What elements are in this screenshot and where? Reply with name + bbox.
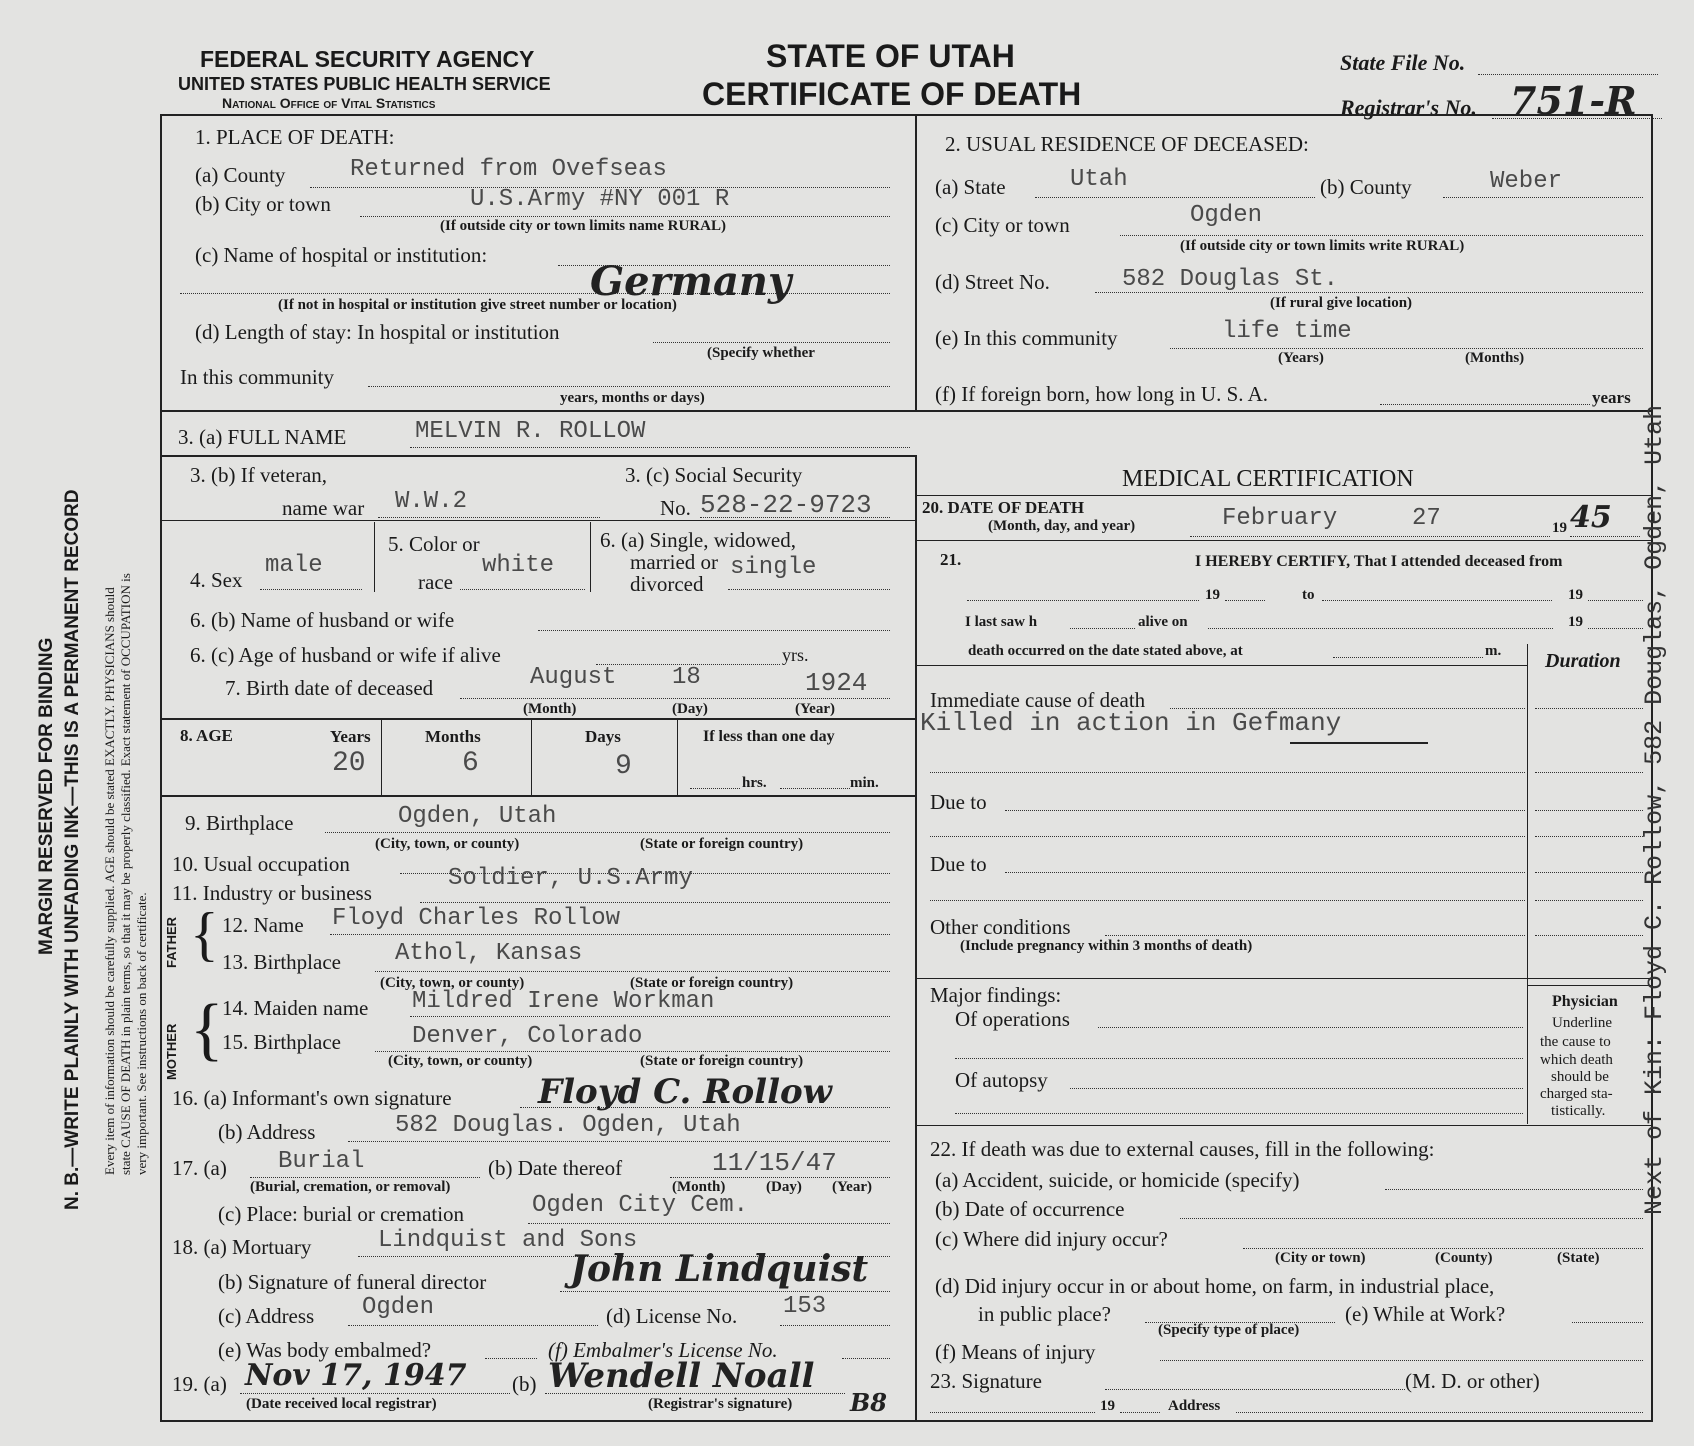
residence-years-caption: (Years)	[1278, 350, 1324, 366]
physician-title: Physician	[1552, 993, 1618, 1010]
embalmed-line	[485, 1358, 537, 1359]
external-c-label: (c) Where did injury occur?	[935, 1227, 1168, 1251]
birthplace-value: Ogden, Utah	[398, 803, 557, 830]
operations-line	[1098, 1027, 1523, 1028]
external-b-label: (b) Date of occurrence	[935, 1197, 1125, 1221]
signature-label: 23. Signature	[930, 1369, 1042, 1393]
external-d-caption: (Specify type of place)	[1158, 1322, 1300, 1338]
residence-state-line	[1035, 197, 1315, 198]
war-value: W.W.2	[395, 488, 468, 515]
external-a-label: (a) Accident, suicide, or homicide (specify)	[935, 1168, 1300, 1192]
occupation-value: Soldier, U.S.Army	[448, 865, 693, 892]
age-div-2	[531, 720, 532, 795]
spouse-age-yrs: yrs.	[782, 645, 809, 665]
residence-city-line	[1120, 235, 1643, 236]
external-heading: 22. If death was due to external causes, fill in the following:	[930, 1137, 1435, 1161]
due-to-2-duration	[1535, 872, 1643, 873]
registrar-number: 751-R	[1510, 78, 1637, 123]
item-21: 21.	[940, 550, 962, 569]
mortuary-value: Lindquist and Sons	[378, 1227, 638, 1254]
agency-name: FEDERAL SECURITY AGENCY	[200, 46, 535, 72]
certify-from-year-line	[1225, 600, 1265, 601]
residence-city-value: Ogden	[1190, 202, 1263, 229]
name-row-top	[160, 410, 1653, 412]
center-divider-bottom	[915, 456, 917, 1422]
age-hrs-line	[690, 788, 740, 789]
stay-line	[653, 342, 890, 343]
father-birthplace-line	[375, 971, 890, 972]
age-years: 20	[332, 748, 366, 779]
embalmer-license-line	[842, 1358, 890, 1359]
autopsy-line-2	[955, 1113, 1523, 1114]
cause-line-6	[930, 900, 1525, 901]
margin-nb-text: N. B.—WRITE PLAINLY WITH UNFADING INK—THIS IS A PERMANENT RECORD	[62, 489, 83, 1210]
death-year-prefix: 19	[1552, 520, 1567, 536]
informant-label: 16. (a) Informant's own signature	[172, 1086, 452, 1110]
occupation-label: 10. Usual occupation	[172, 852, 350, 876]
margin-instruction-2: state CAUSE OF DEATH in plain terms, so that it may be properly classified. Exact statement of OCCUPATION is	[118, 573, 133, 1175]
full-name-label: 3. (a) FULL NAME	[178, 425, 347, 449]
received-caption: (Date received local registrar)	[246, 1396, 437, 1412]
spouse-name-line	[538, 630, 890, 631]
autopsy-line	[1070, 1088, 1523, 1089]
death-city-note: (If outside city or town limits name RURAL)	[440, 218, 726, 234]
last-saw-line	[1070, 628, 1135, 629]
physician-note-3: which death	[1540, 1052, 1613, 1068]
age-months-label: Months	[425, 727, 481, 746]
marital-label-1: 6. (a) Single, widowed,	[600, 528, 796, 552]
death-year-line	[1570, 536, 1640, 537]
race-marital-divider	[590, 522, 591, 592]
certify-to-19: 19	[1568, 587, 1583, 603]
father-state-caption: (State or foreign country)	[630, 975, 794, 991]
death-occurred-line	[1333, 657, 1483, 658]
license-line	[780, 1325, 890, 1326]
external-top-rule	[917, 1125, 1653, 1126]
burial-place-label: (c) Place: burial or cremation	[218, 1202, 465, 1226]
age-min: min.	[850, 775, 879, 791]
burial-date-value: 11/15/47	[712, 1148, 837, 1178]
hospital-value: Germany	[590, 258, 792, 305]
state-file-line	[1478, 74, 1658, 75]
embalmed-label: (e) Was body embalmed?	[218, 1338, 432, 1362]
death-date-rule	[917, 540, 1653, 541]
mother-city-caption: (City, town, or county)	[388, 1053, 533, 1069]
birth-year: 1924	[805, 668, 868, 698]
mother-name-label: 14. Maiden name	[222, 996, 369, 1020]
duration-label: Duration	[1545, 650, 1621, 672]
spouse-name-label: 6. (b) Name of husband or wife	[190, 608, 455, 632]
immediate-cause-label: Immediate cause of death	[930, 688, 1146, 712]
burial-a-caption: (Burial, cremation, or removal)	[250, 1179, 451, 1195]
marital-line	[728, 589, 890, 590]
age-months: 6	[462, 748, 479, 779]
registrar-initials: B8	[850, 1388, 887, 1417]
informant-signature: Floyd C. Rollow	[538, 1072, 832, 1112]
cause-line-4	[930, 836, 1525, 837]
received-label: 19. (a)	[172, 1372, 227, 1396]
death-month: February	[1222, 505, 1338, 532]
cause-top-rule	[917, 665, 1527, 666]
physician-note-4: should be	[1551, 1069, 1609, 1085]
burial-day-caption: (Day)	[766, 1179, 802, 1195]
burial-a-line	[250, 1177, 480, 1178]
residence-county-label: (b) County	[1320, 175, 1412, 199]
birth-day-caption: (Day)	[672, 701, 708, 717]
license-label: (d) License No.	[606, 1304, 738, 1328]
father-city-caption: (City, town, or county)	[380, 975, 525, 991]
state-title: STATE OF UTAH	[766, 38, 1015, 74]
informant-address-label: (b) Address	[218, 1120, 316, 1144]
office-name: National Office of Vital Statistics	[222, 95, 436, 111]
death-day: 27	[1412, 505, 1441, 532]
burial-year-caption: (Year)	[832, 1179, 872, 1195]
cause-line-2	[930, 772, 1525, 773]
residence-heading: 2. USUAL RESIDENCE OF DECEASED:	[945, 132, 1309, 156]
signature-suffix: (M. D. or other)	[1405, 1369, 1540, 1393]
external-d-label: (d) Did injury occur in or about home, on farm, in industrial place,	[935, 1274, 1495, 1298]
margin-instruction-3: very important. See instructions on back of certificate.	[134, 892, 149, 1175]
license-value: 153	[783, 1293, 827, 1320]
external-c-city: (City or town)	[1275, 1250, 1366, 1266]
father-name-line	[330, 934, 890, 935]
death-date-sublabel: (Month, day, and year)	[988, 518, 1136, 534]
sex-line	[260, 589, 362, 590]
due-to-2-line	[1005, 872, 1525, 873]
registrar-signature: Wendell Noall	[548, 1356, 815, 1396]
birth-month: August	[530, 664, 617, 691]
other-conditions-label: Other conditions	[930, 915, 1071, 939]
age-days: 9	[615, 751, 632, 782]
due-to-1-label: Due to	[930, 790, 987, 814]
certify-from-line	[967, 600, 1199, 601]
birthplace-line	[325, 832, 890, 833]
service-name: UNITED STATES PUBLIC HEALTH SERVICE	[178, 74, 551, 94]
death-date-line	[1190, 536, 1550, 537]
mother-birthplace-label: 15. Birthplace	[222, 1030, 341, 1054]
burial-month-caption: (Month)	[672, 1179, 726, 1195]
death-year: 45	[1570, 500, 1612, 535]
hospital-note: (If not in hospital or institution give street number or location)	[278, 297, 677, 313]
external-c-county: (County)	[1435, 1250, 1493, 1266]
signature-year-line	[1120, 1412, 1160, 1413]
physician-note-top	[1527, 985, 1653, 986]
veteran-label: 3. (b) If veteran,	[190, 463, 328, 487]
informant-address-value: 582 Douglas. Ogden, Utah	[395, 1112, 741, 1139]
residence-community-label: (e) In this community	[935, 326, 1118, 350]
industry-label: 11. Industry or business	[172, 881, 372, 905]
stay-note: (Specify whether	[707, 345, 815, 361]
alive-on-line	[1208, 628, 1553, 629]
death-city-label: (b) City or town	[195, 192, 331, 216]
death-occurred-label: death occurred on the date stated above, at	[968, 643, 1243, 659]
signature-date-line	[930, 1412, 1095, 1413]
mortuary-address-label: (c) Address	[218, 1304, 315, 1328]
burial-place-value: Ogden City Cem.	[532, 1192, 749, 1219]
sex-label: 4. Sex	[190, 568, 243, 592]
burial-place-line	[528, 1223, 890, 1224]
industry-line	[420, 902, 890, 903]
certify-to-line	[1322, 600, 1552, 601]
other-conditions-duration	[1535, 935, 1643, 936]
death-city-value: U.S.Army #NY 001 R	[470, 186, 730, 213]
father-tag: FATHER	[164, 916, 179, 968]
state-file-label: State File No.	[1340, 50, 1466, 75]
residence-street-note: (If rural give location)	[1270, 295, 1413, 311]
race-value: white	[482, 552, 555, 579]
center-divider-top	[915, 114, 917, 410]
burial-a-label: 17. (a)	[172, 1156, 227, 1180]
age-years-label: Years	[330, 727, 371, 746]
funeral-director-label: (b) Signature of funeral director	[218, 1270, 487, 1294]
alive-on-19: 19	[1568, 614, 1583, 630]
father-brace: {	[190, 901, 219, 967]
external-e-line	[1572, 1322, 1643, 1323]
name-row-bottom	[160, 455, 917, 457]
autopsy-label: Of autopsy	[955, 1068, 1048, 1092]
embalmer-license-label: (f) Embalmer's License No.	[548, 1338, 778, 1362]
external-d-label-2: in public place?	[978, 1302, 1111, 1326]
stay-label: (d) Length of stay: In hospital or institution	[195, 320, 560, 344]
external-f-line	[1160, 1360, 1643, 1361]
birthplace-city-caption: (City, town, or county)	[375, 836, 520, 852]
medical-heading: MEDICAL CERTIFICATION	[1122, 466, 1414, 492]
father-name-label: 12. Name	[222, 913, 304, 937]
marital-value: single	[730, 554, 817, 581]
residence-state-label: (a) State	[935, 175, 1006, 199]
physician-note-2: the cause to	[1540, 1034, 1611, 1050]
funeral-director-line	[560, 1291, 890, 1292]
age-div-1	[381, 720, 382, 795]
cause-duration-line-6	[1535, 900, 1643, 901]
age-less-label: If less than one day	[703, 728, 835, 745]
mother-state-caption: (State or foreign country)	[640, 1053, 804, 1069]
death-county-value: Returned from Ovefseas	[350, 156, 667, 183]
full-name-value: MELVIN R. ROLLOW	[415, 418, 646, 445]
spouse-age-label: 6. (c) Age of husband or wife if alive	[190, 643, 501, 667]
birthplace-label: 9. Birthplace	[185, 811, 294, 835]
registrar-caption: (Registrar's signature)	[648, 1396, 793, 1412]
father-name-value: Floyd Charles Rollow	[332, 905, 621, 932]
sex-value: male	[265, 552, 323, 579]
certify-to: to	[1302, 587, 1315, 603]
age-min-line	[780, 788, 850, 789]
foreign-born-suffix: years	[1592, 388, 1631, 407]
operations-line-2	[955, 1058, 1523, 1059]
residence-county-line	[1443, 197, 1643, 198]
registrar-label: Registrar's No.	[1340, 95, 1477, 120]
external-c-state: (State)	[1557, 1250, 1600, 1266]
alive-on-year-line	[1588, 628, 1643, 629]
community-label: In this community	[180, 365, 334, 389]
immediate-duration-line	[1535, 708, 1643, 709]
mother-birthplace-value: Denver, Colorado	[412, 1023, 643, 1050]
external-f-label: (f) Means of injury	[935, 1340, 1096, 1364]
residence-city-note: (If outside city or town limits write RURAL)	[1180, 238, 1465, 254]
burial-a-value: Burial	[278, 1148, 365, 1175]
cause-duration-line-2	[1535, 772, 1643, 773]
birth-month-caption: (Month)	[523, 701, 577, 717]
community-line	[368, 386, 890, 387]
certify-from-19: 19	[1205, 587, 1220, 603]
mother-name-value: Mildred Irene Workman	[412, 988, 715, 1015]
due-to-1-duration	[1535, 810, 1643, 811]
place-of-death-heading: 1. PLACE OF DEATH:	[195, 125, 395, 149]
war-line	[378, 517, 600, 518]
age-row-bottom	[160, 795, 917, 797]
duration-column	[1527, 644, 1528, 1124]
veteran-row-bottom	[160, 520, 917, 521]
external-e-label: (e) While at Work?	[1345, 1302, 1506, 1326]
father-birthplace-label: 13. Birthplace	[222, 950, 341, 974]
social-security-no-label: No.	[660, 496, 691, 520]
race-label: race	[418, 570, 453, 594]
due-to-2-label: Due to	[930, 852, 987, 876]
birth-date-line	[460, 698, 890, 699]
residence-community-value: life time	[1222, 318, 1352, 345]
margin-binding-text: MARGIN RESERVED FOR BINDING	[36, 637, 57, 955]
next-of-kin-note: Next of Kin: Floyd C. Rollow, 582 Douglas, Ogden, Utah	[1640, 404, 1669, 1215]
received-date: Nov 17, 1947	[245, 1358, 467, 1393]
mother-birthplace-line	[375, 1051, 890, 1052]
marital-label-3: divorced	[630, 572, 704, 596]
birth-date-label: 7. Birth date of deceased	[225, 676, 434, 700]
color-label: 5. Color or	[388, 532, 480, 556]
community-note: years, months or days)	[560, 390, 705, 406]
residence-community-line	[1170, 348, 1643, 349]
age-days-label: Days	[585, 727, 621, 746]
external-c-line	[1243, 1248, 1643, 1249]
external-b-line	[1180, 1218, 1643, 1219]
registrar-sig-line	[545, 1393, 845, 1394]
major-findings-label: Major findings:	[930, 983, 1062, 1007]
major-findings-rule	[917, 978, 1653, 979]
foreign-born-label: (f) If foreign born, how long in U. S. A.	[935, 382, 1269, 406]
hospital-label: (c) Name of hospital or institution:	[195, 243, 488, 267]
signature-line	[1105, 1389, 1405, 1390]
residence-months-caption: (Months)	[1465, 350, 1525, 366]
mother-name-line	[410, 1016, 890, 1017]
other-conditions-note: (Include pregnancy within 3 months of death)	[960, 938, 1253, 954]
marital-label-2: married or	[630, 550, 719, 574]
birth-year-caption: (Year)	[795, 701, 835, 717]
foreign-born-line	[1380, 404, 1590, 405]
medical-heading-rule	[917, 495, 1653, 496]
birthplace-state-caption: (State or foreign country)	[640, 836, 804, 852]
war-label: name war	[282, 496, 365, 520]
social-security-value: 528-22-9723	[700, 490, 872, 520]
death-city-line	[360, 216, 890, 217]
last-saw-label: I last saw h	[965, 614, 1038, 630]
death-occurred-m: m.	[1485, 643, 1502, 659]
other-conditions-line	[1105, 935, 1525, 936]
residence-county-value: Weber	[1490, 168, 1563, 195]
age-div-3	[677, 720, 678, 795]
certificate-title: CERTIFICATE OF DEATH	[702, 76, 1082, 112]
mortuary-address-line	[348, 1325, 598, 1326]
certify-to-year-line	[1588, 600, 1643, 601]
residence-street-label: (d) Street No.	[935, 270, 1050, 294]
father-birthplace-value: Athol, Kansas	[395, 940, 583, 967]
mother-tag: MOTHER	[164, 1023, 179, 1080]
signature-address-line	[1236, 1412, 1643, 1413]
age-row-top	[160, 718, 917, 720]
age-hrs: hrs.	[742, 775, 767, 791]
birth-day: 18	[672, 664, 701, 691]
informant-address-line	[348, 1141, 890, 1142]
physician-note-6: tistically.	[1551, 1103, 1606, 1119]
mortuary-label: 18. (a) Mortuary	[172, 1235, 312, 1259]
death-county-label: (a) County	[195, 163, 286, 187]
operations-label: Of operations	[955, 1007, 1070, 1031]
mother-brace: {	[190, 991, 224, 1068]
immediate-cause-value: Killed in action in Gefmany	[920, 708, 1342, 738]
alive-on-label: alive on	[1138, 614, 1188, 630]
sex-race-divider	[374, 522, 375, 592]
physician-note-5: charged sta-	[1540, 1086, 1613, 1102]
certify-text: I HEREBY CERTIFY, That I attended deceased from	[1195, 553, 1563, 570]
social-security-label: 3. (c) Social Security	[625, 463, 803, 487]
funeral-director-signature: John Lindquist	[570, 1248, 869, 1290]
received-line	[240, 1393, 510, 1394]
signature-address-label: Address	[1168, 1398, 1221, 1414]
residence-street-value: 582 Douglas St.	[1122, 266, 1339, 293]
full-name-line	[410, 447, 910, 448]
external-a-line	[1385, 1189, 1643, 1190]
mortuary-address-value: Ogden	[362, 1294, 435, 1321]
due-to-1-line	[1005, 810, 1525, 811]
burial-date-label: (b) Date thereof	[488, 1156, 623, 1180]
race-line	[460, 589, 585, 590]
immediate-underline	[1290, 742, 1428, 744]
residence-city-label: (c) City or town	[935, 213, 1070, 237]
margin-instruction-1: Every item of information should be carefully supplied. AGE should be stated EXACTLY. PHYSICIANS should	[102, 587, 117, 1175]
residence-state-value: Utah	[1070, 166, 1128, 193]
death-date-label: 20. DATE OF DEATH	[922, 498, 1085, 517]
signature-19: 19	[1100, 1398, 1115, 1414]
physician-note-1: Underline	[1552, 1015, 1612, 1031]
registrar-b-label: (b)	[512, 1372, 537, 1396]
age-label: 8. AGE	[180, 726, 233, 745]
cause-duration-line-4	[1535, 836, 1643, 837]
